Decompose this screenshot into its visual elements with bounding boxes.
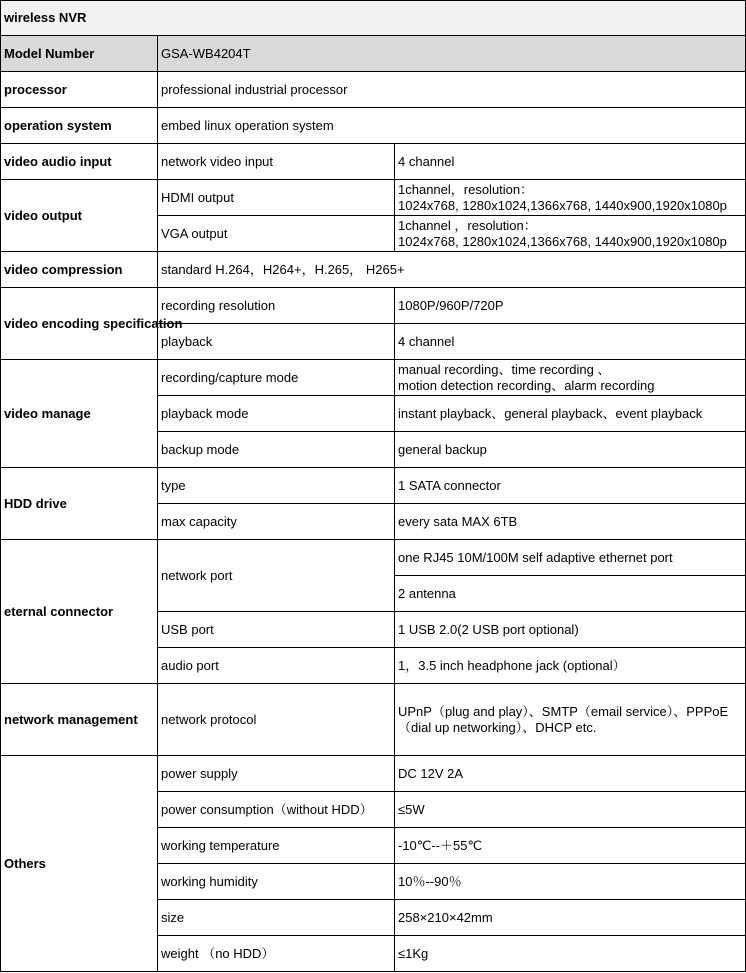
size-value: 258×210×42mm	[395, 900, 746, 936]
weight-value: ≤1Kg	[395, 936, 746, 972]
usb-port-value: 1 USB 2.0(2 USB port optional)	[395, 612, 746, 648]
video-compression-value: standard H.264，H264+，H.265， H265+	[158, 252, 746, 288]
usb-port-label: USB port	[158, 612, 395, 648]
network-port-label: network port	[158, 540, 395, 612]
recording-resolution-label: recording resolution	[158, 288, 395, 324]
table-row	[1, 360, 746, 396]
power-consumption-value: ≤5W	[395, 792, 746, 828]
table-row	[1, 756, 746, 792]
playback-label: playback	[158, 324, 395, 360]
power-consumption-label: power consumption（without HDD）	[158, 792, 395, 828]
page-title: wireless NVR	[1, 1, 746, 36]
working-humidity-label: working humidity	[158, 864, 395, 900]
working-temperature-label: working temperature	[158, 828, 395, 864]
vga-output-line-1: 1channel ，resolution：	[398, 217, 537, 233]
video-manage-label: video manage	[1, 360, 158, 468]
table-row	[1, 108, 746, 144]
table-row	[1, 180, 746, 216]
table-row	[1, 684, 746, 756]
playback-mode-label: playback mode	[158, 396, 395, 432]
table-row	[1, 540, 746, 576]
others-label: Others	[1, 756, 158, 972]
working-temperature-value: -10℃--＋55℃	[395, 828, 746, 864]
backup-mode-label: backup mode	[158, 432, 395, 468]
playback-mode-value: instant playback、general playback、event playback	[395, 396, 746, 432]
vga-output-label: VGA output	[158, 216, 395, 252]
recording-capture-mode-value	[395, 360, 746, 396]
hdmi-output-line-2: 1024x768, 1280x1024,1366x768, 1440x900,1920x1080p	[398, 197, 727, 213]
recording-mode-line-2: motion detection recording、alarm recording	[398, 377, 655, 393]
table-row	[1, 144, 746, 180]
playback-value: 4 channel	[395, 324, 746, 360]
working-humidity-value: 10％--90％	[395, 864, 746, 900]
recording-capture-mode-label: recording/capture mode	[158, 360, 395, 396]
size-label: size	[158, 900, 395, 936]
network-protocol-line-1: UPnP（plug and play）、SMTP（email service）、PPPoE	[398, 703, 729, 719]
eternal-connector-label: eternal connector	[1, 540, 158, 684]
hdd-type-value: 1 SATA connector	[395, 468, 746, 504]
audio-port-value: 1，3.5 inch headphone jack (optional）	[395, 648, 746, 684]
recording-resolution-value: 1080P/960P/720P	[395, 288, 746, 324]
hdmi-output-label: HDMI output	[158, 180, 395, 216]
hdd-drive-label: HDD drive	[1, 468, 158, 540]
video-output-label: video output	[1, 180, 158, 252]
audio-port-label: audio port	[158, 648, 395, 684]
model-number-label: Model Number	[1, 36, 158, 72]
video-audio-input-label: video audio input	[1, 144, 158, 180]
operation-system-value: embed linux operation system	[158, 108, 746, 144]
vga-output-value	[395, 216, 746, 252]
network-port-value-antenna: 2 antenna	[395, 576, 746, 612]
max-capacity-value: every sata MAX 6TB	[395, 504, 746, 540]
network-protocol-label: network protocol	[158, 684, 395, 756]
processor-value: professional industrial processor	[158, 72, 746, 108]
network-protocol-line-2: （dial up networking）、DHCP etc.	[398, 719, 597, 735]
backup-mode-value: general backup	[395, 432, 746, 468]
recording-mode-line-1: manual recording、time recording 、	[398, 361, 611, 377]
network-video-input-label: network video input	[158, 144, 395, 180]
table-row	[1, 36, 746, 72]
table-row	[1, 252, 746, 288]
vga-output-line-2: 1024x768, 1280x1024,1366x768, 1440x900,1920x1080p	[398, 233, 727, 249]
hdmi-output-line-1: 1channel，resolution：	[398, 181, 534, 197]
table-row	[1, 468, 746, 504]
power-supply-label: power supply	[158, 756, 395, 792]
hdmi-output-value	[395, 180, 746, 216]
network-protocol-value	[395, 684, 746, 756]
network-video-input-value: 4 channel	[395, 144, 746, 180]
video-compression-label: video compression	[1, 252, 158, 288]
table-row	[1, 288, 746, 324]
network-management-label: network management	[1, 684, 158, 756]
weight-label: weight （no HDD）	[158, 936, 395, 972]
table-row	[1, 72, 746, 108]
hdd-type-label: type	[158, 468, 395, 504]
processor-label: processor	[1, 72, 158, 108]
operation-system-label: operation system	[1, 108, 158, 144]
network-port-value-ethernet: one RJ45 10M/100M self adaptive ethernet port	[395, 540, 746, 576]
max-capacity-label: max capacity	[158, 504, 395, 540]
video-encoding-label: video encoding specification	[1, 288, 158, 360]
power-supply-value: DC 12V 2A	[395, 756, 746, 792]
model-number-value: GSA-WB4204T	[158, 36, 746, 72]
